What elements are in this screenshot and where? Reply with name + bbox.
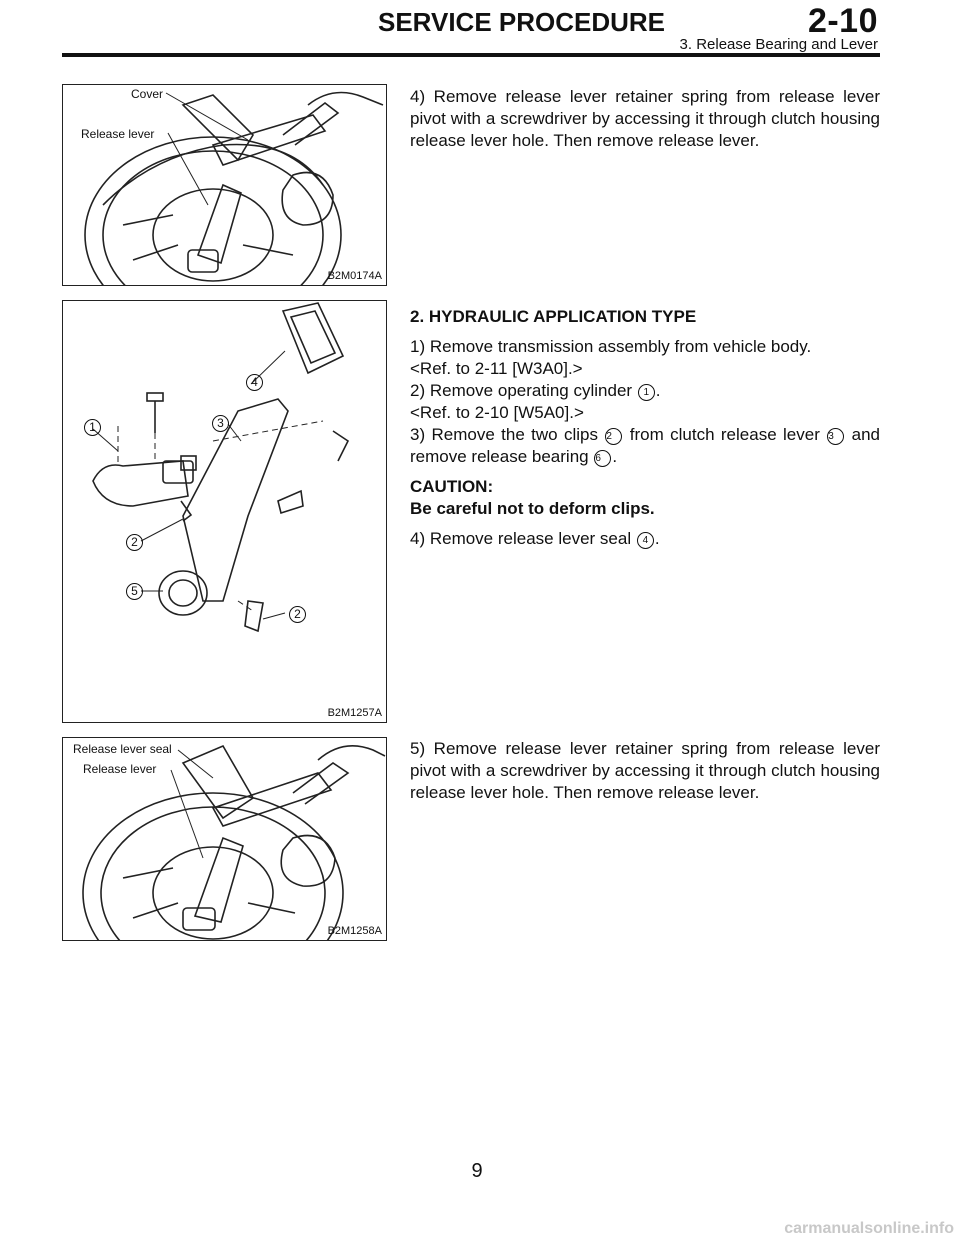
figure-illustration <box>63 85 387 286</box>
callout-ref-6: 6 <box>594 450 611 467</box>
callout-5: 5 <box>126 583 143 600</box>
header-subtitle: 3. Release Bearing and Lever <box>679 36 878 53</box>
watermark: carmanualsonline.info <box>784 1220 954 1237</box>
callout-ref-1: 1 <box>638 384 655 401</box>
callout-3: 3 <box>212 415 229 432</box>
figure-id: B2M1258A <box>327 925 382 937</box>
step-1-text: 1) Remove transmission assembly from vehicle body. <box>410 337 812 356</box>
section-title: SERVICE PROCEDURE <box>378 7 666 37</box>
section-heading: 2. HYDRAULIC APPLICATION TYPE <box>410 307 697 326</box>
callout-2: 2 <box>126 534 143 551</box>
callout-4: 4 <box>246 374 263 391</box>
label-release-lever: Release lever <box>81 127 155 141</box>
step-4-line: 4) Remove release lever seal 4 . <box>410 529 660 548</box>
page-number: 9 <box>471 1160 483 1182</box>
caution-text: Be careful not to deform clips. <box>410 499 655 518</box>
figure-id: B2M1257A <box>327 707 382 719</box>
callout-2b: 2 <box>289 606 306 623</box>
callout-ref-3: 3 <box>827 428 844 445</box>
text-block-1 <box>410 86 880 160</box>
section-code: 2-10 <box>807 2 878 40</box>
step-2-line: 2) Remove operating cylinder 1 . <box>410 381 661 400</box>
figure-release-lever-cover <box>62 84 387 286</box>
label-release-lever: Release lever <box>83 762 157 776</box>
header-rule <box>62 53 880 57</box>
text-block-2 <box>410 306 880 550</box>
step-3-line: 3) Remove the two clips 2 from clutch release lever 3 and remove release bearing 6 . <box>410 425 880 466</box>
step-1-ref: <Ref. to 2-11 [W3A0].> <box>410 359 583 378</box>
callout-ref-4: 4 <box>637 532 654 549</box>
caution-title: CAUTION: <box>410 477 494 496</box>
callout-1: 1 <box>84 419 101 436</box>
label-release-lever-seal: Release lever seal <box>73 742 172 756</box>
figure-release-lever-seal <box>62 737 387 941</box>
step-2-ref: <Ref. to 2-10 [W5A0].> <box>410 403 584 422</box>
figure-illustration <box>63 301 387 723</box>
page-header <box>62 0 880 60</box>
step-4-text: 4) Remove release lever retainer spring from release lever pivot with a screwdriver by accessing it through clutch housing release lever hole. Then remove release lever. <box>410 87 880 150</box>
label-cover: Cover <box>131 87 164 101</box>
step-5-text: 5) Remove release lever retainer spring from release lever pivot with a screwdriver by accessing it through clutch housing release lever hole. Then remove release lever. <box>410 739 880 802</box>
callout-ref-2: 2 <box>605 428 622 445</box>
figure-hydraulic-components <box>62 300 387 723</box>
text-block-3 <box>410 738 880 812</box>
figure-id: B2M0174A <box>327 270 382 282</box>
